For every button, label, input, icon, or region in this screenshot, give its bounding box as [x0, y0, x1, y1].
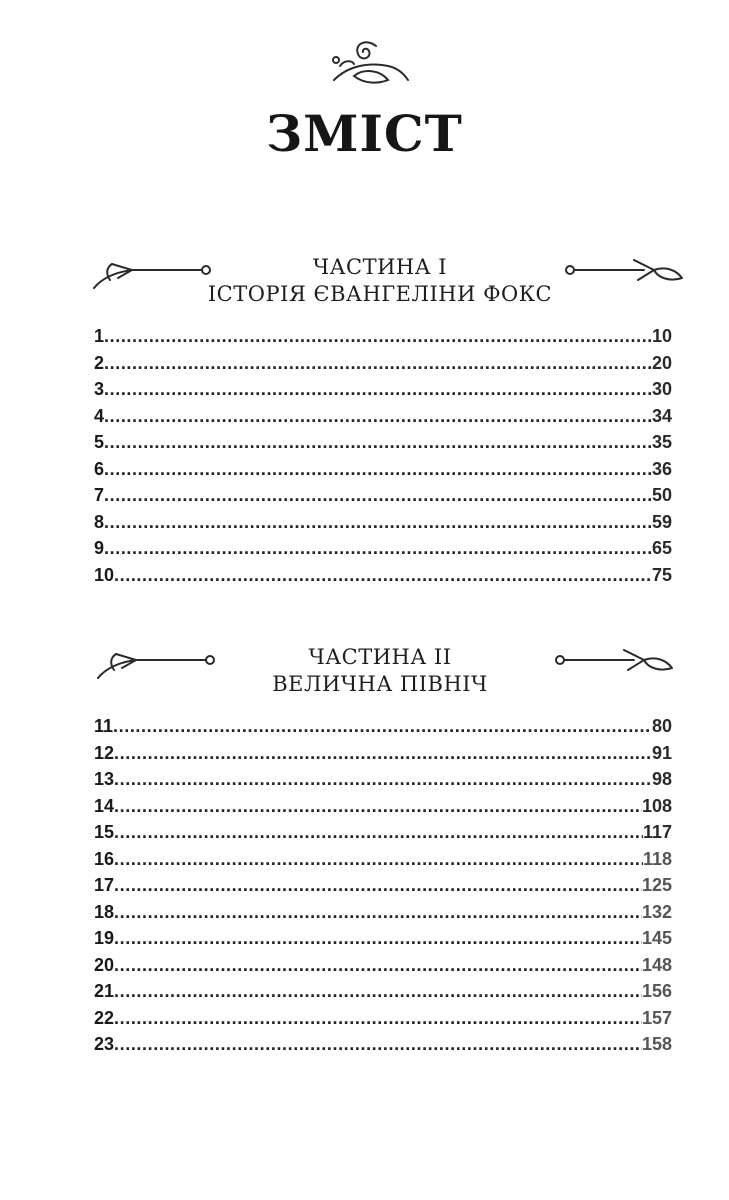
- page-number: 36: [651, 458, 672, 479]
- page-number: 59: [651, 511, 672, 532]
- page-number: 65: [651, 538, 672, 558]
- arrow-right-ornament-icon: [558, 256, 688, 290]
- chapter-number: 1: [94, 326, 105, 346]
- chapter-number: 17: [94, 875, 115, 895]
- dot-leader: [114, 928, 642, 949]
- chapter-number: 3: [94, 379, 105, 399]
- page-number: 98: [651, 769, 672, 789]
- part-1-heading: [200, 254, 560, 308]
- dot-leader: [114, 796, 642, 817]
- toc-entry[interactable]: [94, 981, 672, 1008]
- toc-entry[interactable]: [94, 769, 672, 796]
- page-number: 145: [641, 928, 672, 948]
- dot-leader: [104, 459, 652, 480]
- page-title: ЗМІСТ: [266, 104, 463, 163]
- toc-entry[interactable]: [94, 353, 672, 380]
- toc-entry[interactable]: [94, 928, 672, 955]
- chapter-number: 19: [94, 928, 115, 948]
- dot-leader: [114, 565, 652, 586]
- chapter-number: 15: [94, 822, 115, 842]
- chapter-number: 18: [94, 901, 115, 922]
- page-number: 118: [642, 848, 672, 869]
- chapter-number: 6: [94, 458, 105, 479]
- chapter-number: 22: [94, 1007, 115, 1028]
- dot-leader: [104, 353, 652, 374]
- toc-entry[interactable]: [94, 743, 672, 770]
- page-number: 75: [651, 564, 672, 585]
- page-number: 132: [641, 901, 672, 922]
- page-number: 117: [642, 822, 672, 842]
- chapter-number: 9: [94, 538, 105, 558]
- part-title: ВЕЛИЧНА ПІВНІЧ: [272, 672, 488, 696]
- dot-leader: [114, 849, 643, 870]
- chapter-number: 21: [94, 981, 115, 1001]
- dot-leader: [104, 485, 652, 506]
- toc-entry[interactable]: [94, 796, 672, 823]
- toc-entry[interactable]: [94, 485, 672, 512]
- part-label: ЧАСТИНА І: [312, 255, 448, 279]
- dot-leader: [114, 822, 643, 843]
- toc-entry[interactable]: [94, 512, 672, 539]
- part-label: ЧАСТИНА ІІ: [308, 645, 452, 669]
- chapter-number: 16: [94, 848, 115, 869]
- dot-leader: [114, 875, 642, 896]
- toc-entry[interactable]: [94, 565, 672, 592]
- page-number: 156: [641, 981, 672, 1001]
- dot-leader: [104, 538, 652, 559]
- chapter-number: 12: [94, 742, 115, 763]
- page-number: 91: [651, 742, 672, 763]
- dot-leader: [114, 981, 642, 1002]
- chapter-number: 13: [94, 769, 115, 789]
- chapter-number: 7: [94, 485, 105, 505]
- toc-entry[interactable]: [94, 432, 672, 459]
- toc-entry[interactable]: [94, 406, 672, 433]
- toc-entry[interactable]: [94, 955, 672, 982]
- chapter-number: 23: [94, 1034, 115, 1054]
- part-1-header: [0, 254, 729, 314]
- toc-entry[interactable]: [94, 459, 672, 486]
- dot-leader: [104, 406, 652, 427]
- toc-entry[interactable]: [94, 326, 672, 353]
- dot-leader: [113, 716, 652, 737]
- page-number: 125: [641, 875, 672, 895]
- chapter-number: 2: [94, 352, 105, 373]
- toc-entry[interactable]: [94, 379, 672, 406]
- page-number: 148: [641, 954, 672, 975]
- flourish-ornament-icon: [326, 36, 412, 96]
- toc-entry[interactable]: [94, 538, 672, 565]
- chapter-number: 14: [94, 795, 115, 816]
- arrow-left-ornament-icon: [88, 256, 218, 290]
- dot-leader: [104, 326, 652, 347]
- part-title: ІСТОРІЯ ЄВАНГЕЛІНИ ФОКС: [207, 282, 553, 306]
- chapter-number: 8: [94, 511, 105, 532]
- page-number: 108: [641, 795, 672, 816]
- page-number: 80: [651, 716, 672, 736]
- dot-leader: [114, 1008, 642, 1029]
- page-number: 10: [651, 326, 672, 346]
- dot-leader: [114, 769, 652, 790]
- toc-entry[interactable]: [94, 902, 672, 929]
- toc-entry[interactable]: [94, 1008, 672, 1035]
- chapter-number: 5: [94, 432, 105, 452]
- page-number: 158: [641, 1034, 672, 1054]
- dot-leader: [104, 512, 652, 533]
- page-number: 50: [651, 485, 672, 505]
- part-2-chapter-list: [94, 716, 672, 1061]
- page-number: 35: [651, 432, 672, 452]
- dot-leader: [104, 432, 652, 453]
- toc-entry[interactable]: [94, 716, 672, 743]
- part-2-header: [0, 644, 729, 704]
- chapter-number: 11: [94, 716, 114, 736]
- dot-leader: [114, 955, 642, 976]
- dot-leader: [114, 743, 652, 764]
- dot-leader: [104, 379, 652, 400]
- dot-leader: [114, 1034, 642, 1055]
- page-number: 157: [641, 1007, 672, 1028]
- chapter-number: 4: [94, 405, 105, 426]
- page-number: 30: [651, 379, 672, 399]
- dot-leader: [114, 902, 642, 923]
- arrow-right-ornament-icon: [496, 646, 678, 680]
- toc-entry[interactable]: [94, 849, 672, 876]
- page-number: 34: [651, 405, 672, 426]
- toc-entry[interactable]: [94, 1034, 672, 1061]
- chapter-number: 20: [94, 954, 115, 975]
- chapter-number: 10: [94, 564, 115, 585]
- page-number: 20: [651, 352, 672, 373]
- toc-entry[interactable]: [94, 822, 672, 849]
- toc-entry[interactable]: [94, 875, 672, 902]
- part-1-chapter-list: [94, 326, 672, 591]
